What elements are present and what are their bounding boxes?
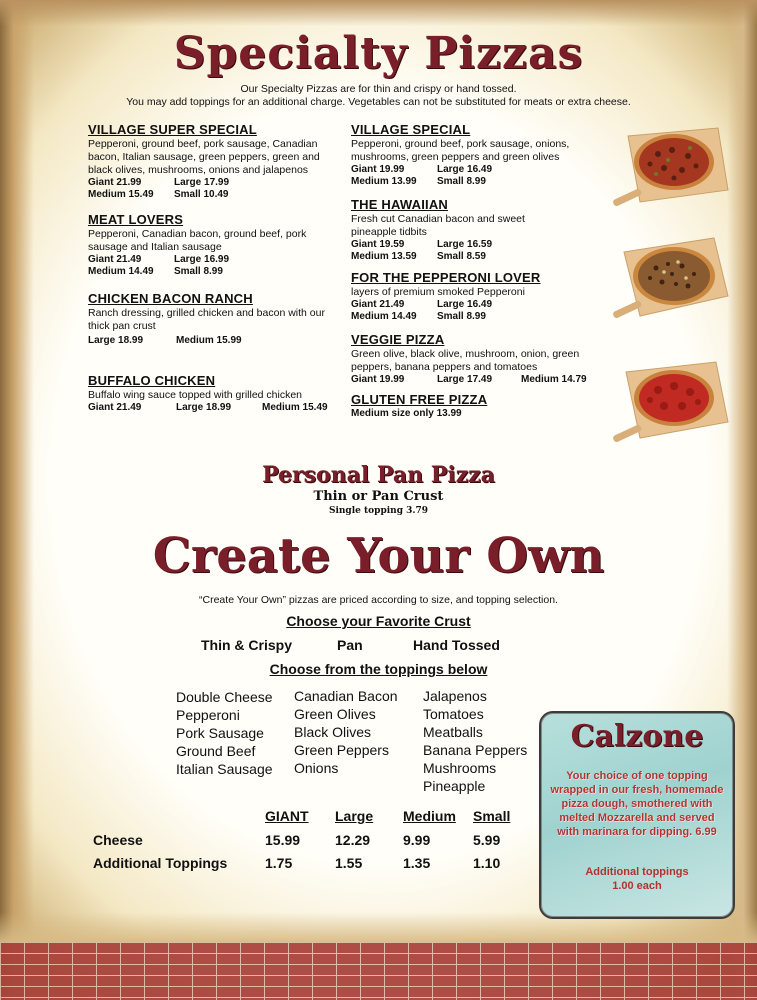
price-cell: 12.29 — [335, 832, 371, 848]
toppings-column-1 — [176, 688, 273, 778]
topping-item: Black Olives — [294, 724, 372, 740]
item-description: Fresh cut Canadian bacon and sweet pineapple tidbits — [351, 213, 525, 238]
price: Large 16.59 — [437, 239, 493, 250]
price: Medium 13.59 — [351, 251, 417, 262]
topping-item: Jalapenos — [423, 688, 487, 704]
item-prices — [88, 335, 338, 347]
menu-item-chicken-bacon-ranch — [88, 291, 338, 347]
row-label: Additional Toppings — [93, 855, 228, 871]
pizza-supreme-photo — [610, 122, 730, 208]
item-description: Pepperoni, ground beef, pork sausage, onions, mushrooms, green peppers and green olives — [351, 138, 570, 163]
intro-line-1: Our Specialty Pizzas are for thin and crispy or hand tossed. — [240, 83, 517, 95]
size-header: GIANT — [265, 808, 309, 824]
topping-item: Pork Sausage — [176, 725, 264, 741]
item-description: layers of premium smoked Pepperoni — [351, 286, 525, 298]
topping-item: Italian Sausage — [176, 761, 273, 777]
price: Medium 14.79 — [521, 374, 587, 385]
item-name: VEGGIE PIZZA — [351, 332, 445, 347]
calzone-additional-price: 1.00 each — [612, 880, 662, 892]
item-prices — [351, 408, 586, 420]
topping-item: Tomatoes — [423, 706, 484, 722]
create-your-own-note: “Create Your Own” pizzas are priced according to size, and topping selection. — [199, 594, 558, 606]
price-cell: 1.75 — [265, 855, 293, 871]
menu-item-veggie-pizza — [351, 332, 591, 386]
menu-item-village-super-special — [88, 122, 338, 201]
calzone-box — [539, 711, 735, 919]
price: Large 18.99 — [88, 335, 144, 346]
price: Small 8.99 — [437, 176, 486, 187]
crust-option: Thin & Crispy — [201, 637, 293, 653]
brick-footer — [0, 942, 757, 1000]
price: Small 8.59 — [437, 251, 486, 262]
price: Medium 15.49 — [88, 189, 154, 200]
item-prices — [351, 374, 591, 386]
item-description: Pepperoni, Canadian bacon, ground beef, pork sausage and Italian sausage — [88, 228, 307, 253]
topping-item: Banana Peppers — [423, 742, 528, 758]
crust-option: Hand Tossed — [413, 637, 500, 653]
topping-item: Double Cheese — [176, 689, 273, 705]
topping-item: Pineapple — [423, 778, 486, 794]
pizza-pepperoni-photo — [610, 356, 730, 442]
item-prices — [351, 239, 551, 263]
menu-item-hawaiian — [351, 197, 551, 263]
item-prices — [88, 177, 338, 201]
price: Medium size only 13.99 — [351, 408, 462, 419]
price: Small 8.99 — [174, 266, 223, 277]
toppings-heading: Choose from the toppings below — [269, 661, 488, 677]
price: Giant 21.49 — [351, 299, 405, 310]
menu-item-buffalo-chicken — [88, 373, 348, 414]
pizza-meat-photo — [610, 234, 730, 320]
price: Medium 14.49 — [88, 266, 154, 277]
crust-heading: Choose your Favorite Crust — [286, 613, 471, 629]
item-prices — [351, 299, 586, 323]
size-header: Medium — [403, 808, 456, 824]
intro-line-2: You may add toppings for an additional charge. Vegetables can not be substituted for meats or extra cheese. — [126, 96, 631, 108]
size-header: Large — [335, 808, 374, 824]
item-name: VILLAGE SUPER SPECIAL — [88, 122, 257, 137]
price: Large 17.99 — [174, 177, 230, 188]
personal-pan-price: Single topping 3.79 — [328, 506, 429, 516]
price: Medium 15.99 — [176, 335, 242, 346]
menu-item-meat-lovers — [88, 212, 328, 278]
topping-item: Green Olives — [294, 706, 376, 722]
price: Giant 19.59 — [351, 239, 405, 250]
menu-item-pepperoni-lover — [351, 270, 586, 323]
create-your-own-title: Create Your Own — [152, 528, 605, 584]
item-description: Buffalo wing sauce topped with grilled chicken — [88, 389, 303, 401]
price: Giant 21.49 — [88, 254, 142, 265]
price: Large 16.49 — [437, 299, 493, 310]
toppings-column-2 — [294, 687, 398, 777]
price: Medium 13.99 — [351, 176, 417, 187]
price: Small 10.49 — [174, 189, 229, 200]
item-description: Ranch dressing, grilled chicken and bacon with our thick pan crust — [88, 307, 325, 332]
item-prices — [88, 402, 348, 414]
price: Medium 15.49 — [262, 402, 328, 413]
price-cell: 1.10 — [473, 855, 501, 871]
price-cell: 5.99 — [473, 832, 501, 848]
menu-item-gluten-free — [351, 392, 586, 420]
topping-item: Onions — [294, 760, 339, 776]
row-label: Cheese — [93, 832, 143, 848]
calzone-description: Your choice of one topping wrapped in our fresh, homemade pizza dough, smothered with melted Mozzarella and served with marinara for dipping. 6.99 — [550, 770, 724, 838]
topping-item: Green Peppers — [294, 742, 389, 758]
price: Large 18.99 — [176, 402, 232, 413]
topping-item: Canadian Bacon — [294, 688, 398, 704]
calzone-title: Calzone — [570, 719, 704, 754]
price: Large 16.99 — [174, 254, 230, 265]
calzone-additional-toppings — [549, 865, 725, 893]
menu-item-village-special — [351, 122, 586, 188]
price: Medium 14.49 — [351, 311, 417, 322]
personal-pan-subtitle: Thin or Pan Crust — [313, 489, 444, 504]
price: Giant 21.49 — [88, 402, 142, 413]
topping-item: Meatballs — [423, 724, 483, 740]
price-cell: 1.55 — [335, 855, 363, 871]
price: Large 16.49 — [437, 164, 493, 175]
price-cell: 1.35 — [403, 855, 431, 871]
item-name: VILLAGE SPECIAL — [351, 122, 471, 137]
item-name: FOR THE PEPPERONI LOVER — [351, 270, 541, 285]
item-prices — [351, 164, 586, 188]
item-description: Green olive, black olive, mushroom, onion, green peppers, banana peppers and tomatoes — [351, 348, 580, 373]
price-cell: 9.99 — [403, 832, 431, 848]
price: Giant 21.99 — [88, 177, 142, 188]
item-name: CHICKEN BACON RANCH — [88, 291, 253, 306]
item-name: BUFFALO CHICKEN — [88, 373, 216, 388]
price: Giant 19.99 — [351, 164, 405, 175]
item-name: THE HAWAIIAN — [351, 197, 449, 212]
page-title: Specialty Pizzas — [173, 28, 584, 79]
item-name: MEAT LOVERS — [88, 212, 184, 227]
item-name: GLUTEN FREE PIZZA — [351, 392, 488, 407]
topping-item: Pepperoni — [176, 707, 240, 723]
price: Large 17.49 — [437, 374, 493, 385]
item-description: Pepperoni, ground beef, pork sausage, Canadian bacon, Italian sausage, green peppers, green and black olives, mushrooms, onions and jalapenos — [88, 138, 320, 176]
topping-item: Mushrooms — [423, 760, 497, 776]
toppings-column-3 — [423, 687, 527, 795]
price-cell: 15.99 — [265, 832, 301, 848]
topping-item: Ground Beef — [176, 743, 256, 759]
price: Giant 19.99 — [351, 374, 405, 385]
price: Small 8.99 — [437, 311, 486, 322]
page-edge-top — [0, 0, 757, 26]
size-header: Small — [473, 808, 511, 824]
item-prices — [88, 254, 328, 278]
personal-pan-title: Personal Pan Pizza — [262, 462, 495, 488]
calzone-additional-label: Additional toppings — [585, 866, 689, 878]
crust-option: Pan — [337, 637, 363, 653]
